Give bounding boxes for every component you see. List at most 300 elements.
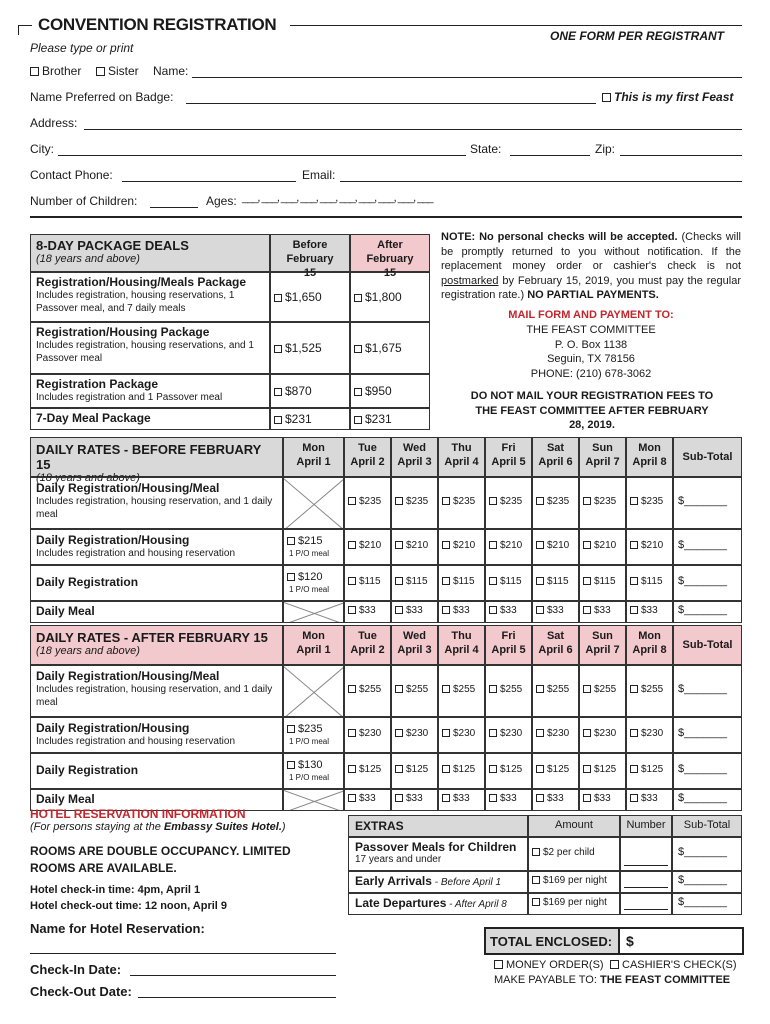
addr-line-3: Seguin, TX 78156: [547, 353, 635, 365]
addr-line-1: THE FEAST COMMITTEE: [526, 324, 656, 336]
package-before-price[interactable]: [274, 412, 312, 426]
package-after-price[interactable]: [354, 384, 392, 398]
day-price[interactable]: [630, 496, 663, 507]
daily-subtitle: (18 years and above): [36, 645, 140, 657]
day-price-checkbox[interactable]: [348, 541, 356, 549]
money-order-checkbox[interactable]: [494, 960, 503, 969]
day-price[interactable]: [630, 605, 658, 616]
day-price-label: $235: [359, 496, 382, 507]
subtitle: Please type or print: [30, 41, 134, 55]
day-header: [579, 437, 626, 477]
brother-option[interactable]: [30, 64, 81, 78]
day-price[interactable]: [442, 576, 475, 587]
day-price[interactable]: [536, 496, 569, 507]
day-date: April 1: [296, 644, 331, 656]
children-label: Number of Children:: [30, 194, 138, 208]
day-price[interactable]: [442, 496, 475, 507]
day-price[interactable]: [583, 684, 616, 695]
day-price-checkbox[interactable]: [583, 606, 591, 614]
day-price[interactable]: [348, 684, 381, 695]
badge-label: Name Preferred on Badge:: [30, 90, 174, 104]
hotel-name-label: Name for Hotel Reservation:: [30, 921, 205, 936]
day-price-checkbox[interactable]: [348, 729, 356, 737]
package-row-desc: Includes registration, housing reservations, 1 Passover meal, and 7 daily meals: [36, 290, 235, 314]
day-price-checkbox[interactable]: [395, 541, 403, 549]
day-price-label: $33: [547, 605, 564, 616]
day-price-checkbox[interactable]: [630, 606, 638, 614]
day-price-checkbox[interactable]: [442, 729, 450, 737]
first-day-cell: [283, 529, 344, 565]
day-price[interactable]: [489, 576, 522, 587]
day-price-checkbox[interactable]: [489, 794, 497, 802]
form-border-left: [18, 25, 19, 35]
day-price[interactable]: [395, 793, 423, 804]
day-price[interactable]: [536, 540, 569, 551]
day-header: [579, 625, 626, 665]
mail-address: [441, 323, 741, 381]
extras-subtotal-field[interactable]: $_______: [678, 896, 727, 908]
day-price-checkbox[interactable]: [536, 765, 544, 773]
day-date: April 3: [397, 456, 432, 468]
day-price-label: $230: [500, 728, 523, 739]
day-price-checkbox[interactable]: [536, 577, 544, 585]
day-name: Fri: [501, 630, 516, 642]
day-price[interactable]: [442, 605, 470, 616]
subtotal-field[interactable]: $_______: [678, 575, 727, 587]
first-day-price[interactable]: [287, 723, 322, 735]
day-price-checkbox[interactable]: [583, 577, 591, 585]
day-price-checkbox[interactable]: [395, 577, 403, 585]
day-name: Tue: [358, 630, 377, 642]
day-price[interactable]: [489, 793, 517, 804]
cashier-label: CASHIER'S CHECK(S): [622, 959, 737, 971]
extras-number-cell: [620, 893, 672, 915]
day-date: April 7: [585, 644, 620, 656]
day-price[interactable]: [348, 605, 376, 616]
day-price[interactable]: [630, 576, 663, 587]
ages-fields[interactable]: ___, ___, ___, ___, ___, ___, ___, ___, ___, ___: [242, 192, 433, 204]
day-price-checkbox[interactable]: [536, 729, 544, 737]
day-price[interactable]: [583, 576, 616, 587]
day-price-label: $230: [453, 728, 476, 739]
phone-label: Contact Phone:: [30, 168, 113, 182]
day-date: April 4: [444, 644, 479, 656]
daily-row: [30, 717, 283, 753]
daily-row-desc: Includes registration, housing reservation, and 1 daily meal: [36, 496, 273, 520]
first-feast-checkbox[interactable]: [602, 93, 611, 102]
package-title: 8-DAY PACKAGE DEALS: [36, 238, 189, 253]
section-divider: [30, 216, 742, 218]
day-name: Wed: [402, 630, 427, 642]
zip-field[interactable]: [620, 155, 742, 156]
subtotal-field[interactable]: $_______: [678, 792, 727, 804]
city-field[interactable]: [58, 155, 466, 156]
day-header: [344, 437, 391, 477]
daily-row: [30, 665, 283, 717]
subtotal-field[interactable]: $_______: [678, 539, 727, 551]
children-field[interactable]: [150, 207, 198, 208]
day-price[interactable]: [536, 728, 569, 739]
day-price-label: $115: [594, 576, 616, 587]
day-price-checkbox[interactable]: [395, 685, 403, 693]
day-price-checkbox[interactable]: [395, 765, 403, 773]
day-price-checkbox[interactable]: [583, 685, 591, 693]
first-day-price[interactable]: [287, 759, 322, 771]
checkout-date-label: Check-Out Date:: [30, 984, 132, 999]
day-price-label: $255: [594, 684, 617, 695]
day-price-label: $230: [641, 728, 664, 739]
day-price-label: $33: [641, 605, 658, 616]
day-price-checkbox[interactable]: [489, 765, 497, 773]
one-form-note: ONE FORM PER REGISTRANT: [550, 29, 725, 43]
day-price[interactable]: [489, 764, 522, 775]
day-price-checkbox[interactable]: [442, 497, 450, 505]
subtotal-field[interactable]: $_______: [678, 727, 727, 739]
day-price[interactable]: [536, 605, 564, 616]
first-day-cell: [283, 789, 344, 811]
package-row-title: Registration/Housing Package: [36, 325, 210, 339]
addr-line-2: P. O. Box 1138: [554, 338, 628, 351]
cashier-checkbox[interactable]: [610, 960, 619, 969]
day-price[interactable]: [536, 764, 569, 775]
day-price-checkbox[interactable]: [536, 794, 544, 802]
day-price-label: $115: [406, 576, 428, 587]
day-price-label: $125: [547, 764, 570, 775]
package-after-price-checkbox[interactable]: [354, 388, 362, 396]
hotel-sub-c: ): [281, 821, 286, 833]
daily-row-title: Daily Registration: [36, 575, 139, 589]
day-price-checkbox[interactable]: [630, 541, 638, 549]
package-row-title: Registration Package: [36, 377, 159, 391]
day-price-label: $115: [547, 576, 569, 587]
day-price-label: $115: [500, 576, 522, 587]
day-name: Sat: [546, 442, 565, 454]
first-day-label: $235: [298, 723, 323, 735]
day-price-checkbox[interactable]: [348, 685, 356, 693]
day-price-checkbox[interactable]: [489, 541, 497, 549]
day-price[interactable]: [348, 793, 376, 804]
package-before-price[interactable]: [274, 341, 322, 355]
total-label: TOTAL ENCLOSED:: [490, 934, 613, 949]
first-day-cell: [283, 477, 344, 529]
payable-label: MAKE PAYABLE TO:: [494, 974, 600, 986]
first-feast-option[interactable]: [602, 90, 733, 104]
daily-title: DAILY RATES - BEFORE FEBRUARY 15: [36, 442, 262, 472]
extras-row-title: Passover Meals for Children: [355, 840, 517, 854]
day-price[interactable]: [395, 496, 428, 507]
day-header: [283, 437, 344, 477]
subtotal-field[interactable]: $_______: [678, 495, 727, 507]
day-price-checkbox[interactable]: [395, 497, 403, 505]
package-after-price-checkbox[interactable]: [354, 416, 362, 424]
day-price-checkbox[interactable]: [348, 606, 356, 614]
extras-row-title-wrap: [355, 874, 521, 888]
mail-title: MAIL FORM AND PAYMENT TO:: [508, 309, 674, 321]
day-price-checkbox[interactable]: [536, 541, 544, 549]
extras-row-title: Late Departures: [355, 896, 447, 910]
day-price[interactable]: [395, 728, 428, 739]
package-before-price-label: $1,525: [285, 341, 322, 355]
extras-subtotal-field[interactable]: $_______: [678, 874, 727, 886]
package-after-price[interactable]: [354, 412, 392, 426]
package-after-price-checkbox[interactable]: [354, 294, 362, 302]
day-price[interactable]: [348, 496, 381, 507]
email-field[interactable]: [340, 181, 742, 182]
extras-amount[interactable]: [532, 847, 595, 858]
day-price[interactable]: [536, 576, 569, 587]
subtotal-field[interactable]: $_______: [678, 604, 727, 616]
extras-amount-checkbox[interactable]: [532, 898, 540, 906]
sister-option[interactable]: [96, 64, 139, 78]
extras-number-field[interactable]: [624, 865, 668, 866]
day-price[interactable]: [442, 793, 470, 804]
hotel-name-field[interactable]: [30, 953, 336, 954]
package-before-price-checkbox[interactable]: [274, 416, 282, 424]
extras-row: [348, 871, 528, 893]
first-day-checkbox[interactable]: [287, 537, 295, 545]
day-date: April 8: [632, 644, 667, 656]
day-price[interactable]: [395, 540, 428, 551]
day-price-checkbox[interactable]: [583, 497, 591, 505]
extras-row-note: - Before April 1: [431, 877, 502, 888]
day-price-checkbox[interactable]: [442, 765, 450, 773]
subtotal-field[interactable]: $_______: [678, 683, 727, 695]
day-price-checkbox[interactable]: [442, 541, 450, 549]
day-price[interactable]: [536, 684, 569, 695]
cashier-option[interactable]: [610, 959, 737, 971]
day-price-label: $255: [547, 684, 570, 695]
day-name: Mon: [302, 442, 325, 454]
first-day-label: $215: [298, 535, 323, 547]
day-price-checkbox[interactable]: [442, 794, 450, 802]
checkout-date-field[interactable]: [138, 997, 336, 998]
day-price-checkbox[interactable]: [348, 794, 356, 802]
day-price-label: $255: [500, 684, 523, 695]
day-price[interactable]: [630, 764, 663, 775]
sister-checkbox[interactable]: [96, 67, 105, 76]
day-price-checkbox[interactable]: [630, 794, 638, 802]
day-price[interactable]: [583, 540, 616, 551]
phone-field[interactable]: [122, 181, 296, 182]
day-price-label: $33: [453, 605, 470, 616]
day-price-checkbox[interactable]: [395, 794, 403, 802]
package-after-price-label: $231: [365, 412, 392, 426]
day-date: April 5: [491, 644, 526, 656]
day-price-label: $33: [453, 793, 470, 804]
day-price[interactable]: [442, 684, 475, 695]
day-price-checkbox[interactable]: [395, 729, 403, 737]
daily-row-desc: Includes registration and housing reservation: [36, 736, 236, 747]
money-order-option[interactable]: [494, 959, 604, 971]
day-price-checkbox[interactable]: [583, 765, 591, 773]
first-day-checkbox[interactable]: [287, 761, 295, 769]
daily-row-title: Daily Registration/Housing/Meal: [36, 481, 220, 495]
day-name: Thu: [451, 442, 472, 454]
day-price-label: $33: [594, 793, 611, 804]
first-day-price[interactable]: [287, 535, 322, 547]
package-after-price[interactable]: [354, 341, 402, 355]
first-day-price[interactable]: [287, 571, 322, 583]
day-price-label: $255: [641, 684, 664, 695]
day-price-label: $255: [453, 684, 476, 695]
brother-checkbox[interactable]: [30, 67, 39, 76]
day-price[interactable]: [489, 728, 522, 739]
day-price[interactable]: [630, 793, 658, 804]
extras-amount[interactable]: [532, 875, 607, 886]
day-price-checkbox[interactable]: [536, 685, 544, 693]
checkout-time: Hotel check-out time: 12 noon, April 9: [30, 900, 228, 912]
package-before-price-checkbox[interactable]: [274, 388, 282, 396]
day-price[interactable]: [489, 496, 522, 507]
extras-subtotal-field[interactable]: $_______: [678, 846, 727, 858]
day-price-label: $33: [359, 793, 376, 804]
day-price[interactable]: [489, 540, 522, 551]
day-price-checkbox[interactable]: [489, 577, 497, 585]
day-price-checkbox[interactable]: [395, 606, 403, 614]
day-name: Tue: [358, 442, 377, 454]
first-day-cell: [283, 565, 344, 601]
day-price[interactable]: [630, 684, 663, 695]
day-date: April 8: [632, 456, 667, 468]
day-price[interactable]: [442, 540, 475, 551]
day-price-label: $210: [641, 540, 664, 551]
day-price-label: $115: [359, 576, 381, 587]
extras-amount-header: Amount: [528, 815, 620, 837]
address-field[interactable]: [84, 129, 742, 130]
day-price[interactable]: [583, 764, 616, 775]
checkin-date-field[interactable]: [130, 975, 336, 976]
day-price-label: $235: [453, 496, 476, 507]
day-price-checkbox[interactable]: [442, 606, 450, 614]
day-price-label: $235: [406, 496, 429, 507]
day-price[interactable]: [395, 605, 423, 616]
state-field[interactable]: [510, 155, 590, 156]
daily-header: [30, 437, 283, 484]
extras-number-field[interactable]: [624, 909, 668, 910]
day-price-checkbox[interactable]: [536, 497, 544, 505]
payable-to: THE FEAST COMMITTEE: [599, 974, 731, 986]
day-date: April 5: [491, 456, 526, 468]
day-price-label: $210: [453, 540, 476, 551]
day-price-checkbox[interactable]: [630, 685, 638, 693]
daily-subtitle: (18 years and above): [36, 472, 140, 484]
first-day-checkbox[interactable]: [287, 725, 295, 733]
day-price-label: $115: [641, 576, 663, 587]
package-before-price-label: $870: [285, 384, 312, 398]
day-price-checkbox[interactable]: [630, 765, 638, 773]
day-price-checkbox[interactable]: [489, 497, 497, 505]
day-price-checkbox[interactable]: [489, 685, 497, 693]
extras-number-header: Number: [620, 815, 672, 837]
day-price-checkbox[interactable]: [348, 497, 356, 505]
money-order-label: MONEY ORDER(S): [506, 959, 604, 971]
subtotal-field[interactable]: $_______: [678, 763, 727, 775]
day-price[interactable]: [536, 793, 564, 804]
day-price[interactable]: [348, 728, 381, 739]
day-header: [626, 625, 673, 665]
day-price-checkbox[interactable]: [442, 577, 450, 585]
extras-amount[interactable]: [532, 897, 607, 908]
day-price-label: $33: [406, 793, 423, 804]
day-price[interactable]: [442, 764, 475, 775]
day-price[interactable]: [489, 605, 517, 616]
daily-title: DAILY RATES - AFTER FEBRUARY 15: [36, 630, 268, 645]
day-price-label: $235: [547, 496, 570, 507]
day-price-label: $210: [359, 540, 382, 551]
day-price[interactable]: [395, 684, 428, 695]
day-name: Fri: [501, 442, 516, 454]
day-price-checkbox[interactable]: [489, 606, 497, 614]
name-field[interactable]: [192, 77, 742, 78]
day-date: April 4: [444, 456, 479, 468]
package-after-price-checkbox[interactable]: [354, 345, 362, 353]
day-header: [626, 437, 673, 477]
day-price-checkbox[interactable]: [348, 765, 356, 773]
day-price[interactable]: [489, 684, 522, 695]
extras-number-field[interactable]: [624, 887, 668, 888]
day-price[interactable]: [395, 764, 428, 775]
total-dollar[interactable]: $: [626, 933, 634, 949]
day-price[interactable]: [348, 540, 381, 551]
day-price[interactable]: [395, 576, 428, 587]
package-before-price[interactable]: [274, 290, 322, 304]
day-price[interactable]: [583, 728, 616, 739]
day-price[interactable]: [348, 764, 381, 775]
day-price-label: $230: [594, 728, 617, 739]
extras-amount-checkbox[interactable]: [532, 848, 540, 856]
package-before-price[interactable]: [274, 384, 312, 398]
package-after-price[interactable]: [354, 290, 402, 304]
day-price-checkbox[interactable]: [583, 541, 591, 549]
daily-row-title: Daily Registration/Housing: [36, 721, 190, 735]
badge-field[interactable]: [186, 103, 596, 104]
first-day-checkbox[interactable]: [287, 573, 295, 581]
day-price-checkbox[interactable]: [583, 794, 591, 802]
day-price-label: $210: [594, 540, 617, 551]
day-price-label: $33: [359, 605, 376, 616]
day-price[interactable]: [583, 605, 611, 616]
day-price-checkbox[interactable]: [583, 729, 591, 737]
package-after-price-label: $950: [365, 384, 392, 398]
day-price-checkbox[interactable]: [536, 606, 544, 614]
page-title: CONVENTION REGISTRATION: [38, 15, 277, 34]
daily-row-desc: Includes registration and housing reservation: [36, 548, 236, 559]
day-price[interactable]: [583, 793, 611, 804]
day-price-checkbox[interactable]: [489, 729, 497, 737]
day-name: Sat: [546, 630, 565, 642]
day-header: [532, 437, 579, 477]
day-name: Sun: [592, 630, 613, 642]
day-price[interactable]: [348, 576, 381, 587]
day-price-checkbox[interactable]: [442, 685, 450, 693]
day-price-checkbox[interactable]: [630, 577, 638, 585]
day-price[interactable]: [442, 728, 475, 739]
daily-row: [30, 529, 283, 565]
day-price[interactable]: [583, 496, 616, 507]
extras-amount-checkbox[interactable]: [532, 876, 540, 884]
day-price-label: $115: [453, 576, 475, 587]
day-price-checkbox[interactable]: [630, 729, 638, 737]
package-before-price-checkbox[interactable]: [274, 294, 282, 302]
day-price[interactable]: [630, 728, 663, 739]
first-day-sub: 1 P/O meal: [289, 773, 330, 782]
day-price-checkbox[interactable]: [348, 577, 356, 585]
day-price-checkbox[interactable]: [630, 497, 638, 505]
day-price[interactable]: [630, 540, 663, 551]
package-before-price-checkbox[interactable]: [274, 345, 282, 353]
header-rule-right: [290, 25, 742, 26]
first-day-cell: [283, 601, 344, 623]
